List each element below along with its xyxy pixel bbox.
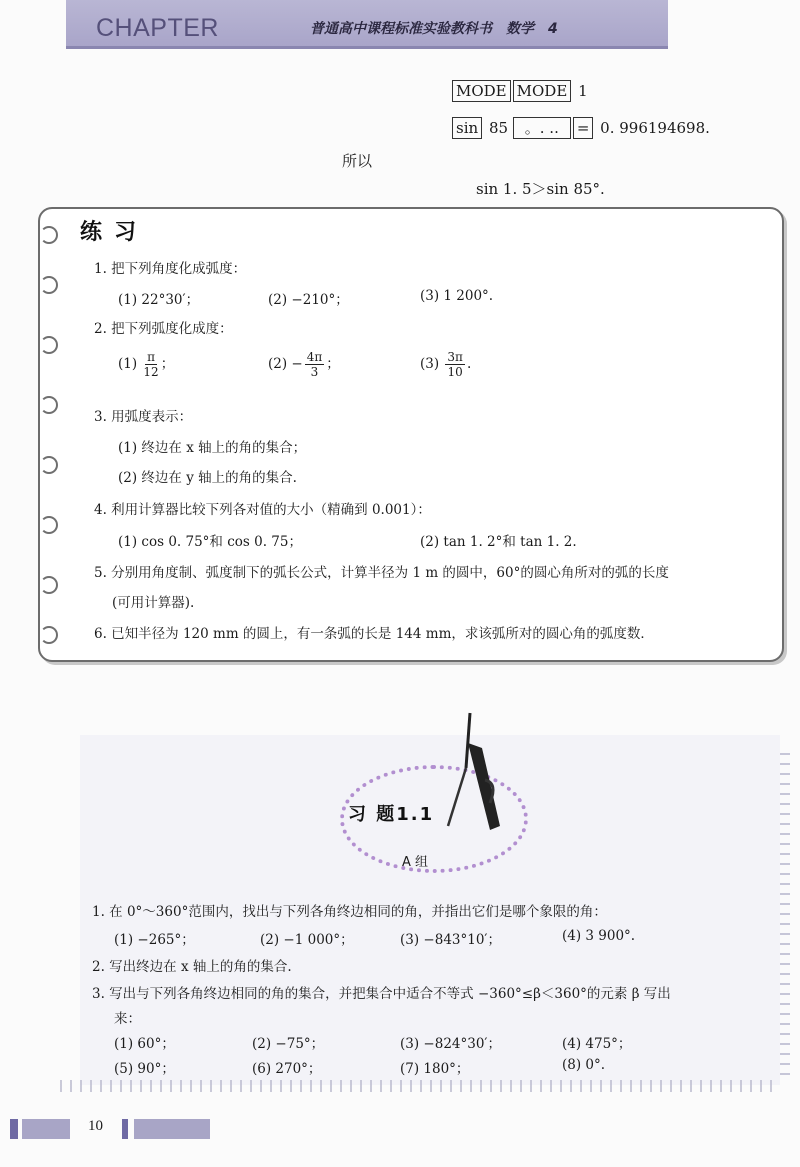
exercise-q1: 1. 把下列角度化成弧度：	[94, 261, 247, 277]
exercise-q1-b: (2) −210°；	[268, 292, 349, 308]
ruler-decoration	[60, 1080, 780, 1092]
exercise-q4: 4. 利用计算器比较下列各对值的大小（精确到 0.001）：	[94, 502, 431, 518]
calc-sin-line	[452, 117, 710, 139]
homework-q1: 1. 在 0°～360°范围内，找出与下列各角终边相同的角，并指出它们是哪个象限的角：	[92, 904, 607, 920]
exercise-q5: 5. 分别用角度制、弧度制下的弧长公式，计算半径为 1 m 的圆中，60°的圆心角所对的弧的长度	[94, 565, 669, 581]
therefore-text: 所以	[342, 152, 373, 170]
exercise-q1-c: (3) 1 200°.	[420, 288, 494, 304]
binder-ring	[40, 576, 58, 594]
chapter-label: CHAPTER	[96, 14, 219, 42]
footer-block	[10, 1119, 18, 1139]
homework-title: 习 题1.1	[348, 804, 435, 825]
exercise-q4-b: (2) tan 1. 2°和 tan 1. 2.	[420, 534, 577, 550]
homework-q3-item: (6) 270°；	[252, 1061, 322, 1077]
binder-ring	[40, 626, 58, 644]
homework-q3-item: (4) 475°；	[562, 1036, 632, 1052]
binder-ring	[40, 226, 58, 244]
binder-ring	[40, 456, 58, 474]
book-title: 普通高中课程标准实验教科书 数学 4	[310, 21, 558, 37]
exercise-q1-a: (1) 22°30′；	[118, 292, 200, 308]
mode-key: MODE	[513, 80, 572, 102]
binder-ring	[40, 516, 58, 534]
homework-q2: 2. 写出终边在 x 轴上的角的集合.	[92, 959, 292, 975]
homework-q3-item: (5) 90°；	[114, 1061, 175, 1077]
mode-value: 1	[578, 82, 588, 100]
exercise-q5-cont: (可用计算器).	[112, 595, 195, 611]
binder-ring	[40, 396, 58, 414]
homework-q1-item: (1) −265°；	[114, 932, 195, 948]
homework-q3: 3. 写出与下列各角终边相同的角的集合，并把集合中适合不等式 −360°≤β＜360°的元素 β 写出	[92, 986, 671, 1002]
calc-mode-line	[452, 80, 588, 102]
conclusion-text: sin 1. 5＞sin 85°.	[476, 180, 605, 198]
binder-ring	[40, 276, 58, 294]
footer-block	[122, 1119, 128, 1139]
homework-q3-item: (3) −824°30′；	[400, 1036, 501, 1052]
exercise-title: 练习	[80, 220, 149, 245]
exercise-q3-a: (1) 终边在 x 轴上的角的集合；	[118, 440, 307, 456]
footer-block	[134, 1119, 210, 1139]
sin-key: sin	[452, 117, 482, 139]
mode-key: MODE	[452, 80, 511, 102]
exercise-q2-b: (2) − $\frac{4\pi}{3}$ ；	[268, 350, 340, 379]
calc-result: 0. 996194698.	[600, 119, 710, 137]
footer-block	[22, 1119, 70, 1139]
exercise-q6: 6. 已知半径为 120 mm 的圆上，有一条弧的长是 144 mm，求该弧所对的圆心角的弧度数．	[94, 626, 654, 642]
homework-q1-item: (3) −843°10′；	[400, 932, 501, 948]
binder-ring	[40, 336, 58, 354]
sin-argument: 85	[488, 119, 509, 137]
exercise-q4-a: (1) cos 0. 75°和 cos 0. 75；	[118, 534, 302, 550]
exercise-q3-b: (2) 终边在 y 轴上的角的集合.	[118, 470, 297, 486]
exercise-q3: 3. 用弧度表示：	[94, 409, 193, 425]
homework-q1-item: (4) 3 900°.	[562, 928, 636, 944]
homework-q3-item: (8) 0°.	[562, 1057, 606, 1073]
homework-q3-cont: 来：	[114, 1011, 141, 1027]
homework-q3-item: (7) 180°；	[400, 1061, 470, 1077]
page-number: 10	[88, 1118, 103, 1134]
exercise-q2: 2. 把下列弧度化成度：	[94, 321, 233, 337]
homework-q3-item: (2) −75°；	[252, 1036, 325, 1052]
homework-q3-item: (1) 60°；	[114, 1036, 175, 1052]
exercise-q2-c: (3) $\frac{3\pi}{10}$ .	[420, 350, 472, 379]
equals-key: =	[573, 117, 594, 139]
exercise-q2-a: (1) $\frac{\pi}{12}$ ；	[118, 350, 175, 379]
group-a-label: A 组	[402, 855, 429, 870]
ruler-decoration	[780, 745, 790, 1075]
homework-q1-item: (2) −1 000°；	[260, 932, 354, 948]
compass-icon	[430, 708, 510, 843]
dms-key: 。. ..	[513, 117, 571, 139]
